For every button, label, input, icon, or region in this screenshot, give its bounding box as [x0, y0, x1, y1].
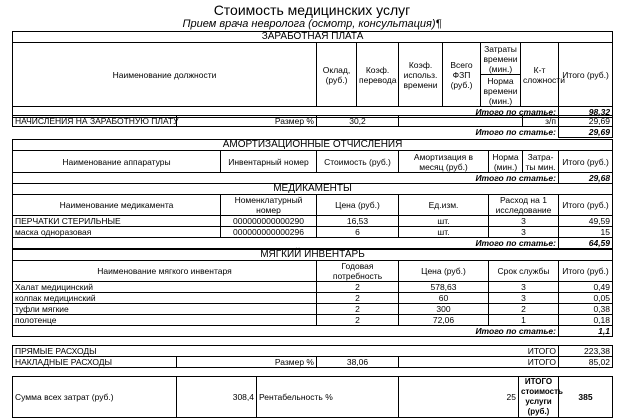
final-total-value: 385 — [559, 377, 613, 418]
accrual-total-label: Итого по статье: — [475, 127, 556, 138]
accrual-label: НАЧИСЛЕНИЯ НА ЗАРАБОТНУЮ ПЛАТУ — [13, 116, 177, 127]
salary-header-time-costs: Затраты времени (мин.) — [481, 43, 521, 75]
salary-header-name: Наименование должности — [13, 43, 317, 107]
meds-header-total: Итого (руб.) — [559, 195, 613, 216]
meds-total-value: 64,59 — [559, 238, 613, 249]
med-usage: 3 — [489, 216, 559, 227]
soft-price: 578,63 — [399, 282, 489, 293]
accrual-total-value: 29,69 — [559, 127, 613, 138]
med-name: ПЕРЧАТКИ СТЕРИЛЬНЫЕ — [13, 216, 221, 227]
amort-header-total: Итого (руб.) — [559, 151, 613, 173]
soft-life: 3 — [489, 293, 559, 304]
soft-need: 2 — [317, 293, 399, 304]
direct-costs-value: 223,38 — [559, 346, 613, 357]
soft-name: полотенце — [13, 315, 317, 326]
accrual-table — [12, 115, 613, 138]
soft-total: 0,49 — [559, 282, 613, 293]
soft-price: 72,06 — [399, 315, 489, 326]
amort-section-title: АМОРТИЗАЦИОННЫЕ ОТЧИСЛЕНИЯ — [13, 140, 613, 151]
overhead-itogo: ИТОГО — [399, 357, 559, 368]
direct-costs-name: ПРЯМЫЕ РАСХОДЫ — [15, 346, 97, 356]
soft-name: туфли мягкие — [13, 304, 317, 315]
soft-need: 2 — [317, 282, 399, 293]
sum-all-label: Сумма всех затрат (руб.) — [13, 377, 177, 418]
salary-table — [12, 31, 613, 118]
amort-header-time: Затра- ты мин. — [523, 151, 559, 173]
soft-total-value: 1,1 — [559, 326, 613, 337]
med-usage: 3 — [489, 227, 559, 238]
direct-costs-label — [13, 346, 559, 357]
med-num: 000000000000296 — [221, 227, 317, 238]
meds-header-name: Наименование медикамента — [13, 195, 221, 216]
soft-header-life: Срок службы — [489, 261, 559, 282]
amort-header-cost: Стоимость (руб.) — [317, 151, 399, 173]
accrual-value: 29,69 — [559, 116, 613, 127]
soft-total: 0,05 — [559, 293, 613, 304]
meds-header-usage: Расход на 1 исследование — [489, 195, 559, 216]
soft-header-total: Итого (руб.) — [559, 261, 613, 282]
table-row — [13, 315, 613, 326]
salary-header-norm-time: Норма времени (мин.) — [481, 75, 521, 107]
amort-total-value: 29,68 — [559, 173, 613, 184]
soft-total-label: Итого по статье: — [13, 326, 559, 337]
table-row — [13, 216, 613, 227]
soft-life: 1 — [489, 315, 559, 326]
table-row — [13, 304, 613, 315]
med-unit: шт. — [399, 216, 489, 227]
meds-header-unit: Ед.изм. — [399, 195, 489, 216]
soft-header-need: Годовая потребность — [317, 261, 399, 282]
soft-table — [12, 249, 613, 337]
amort-table — [12, 139, 613, 184]
salary-header-total: Итого (руб.) — [559, 43, 613, 107]
med-price: 16,53 — [317, 216, 399, 227]
soft-name: Халат медицинский — [13, 282, 317, 293]
soft-header-price: Цена (руб.) — [399, 261, 489, 282]
med-price: 6 — [317, 227, 399, 238]
med-unit: шт. — [399, 227, 489, 238]
amort-total-label: Итого по статье: — [13, 173, 559, 184]
direct-costs-itogo: ИТОГО — [527, 346, 556, 356]
page-subtitle: Прием врача невролога (осмотр, консультация)¶ — [182, 18, 442, 30]
soft-price: 60 — [399, 293, 489, 304]
summary-table — [12, 345, 613, 368]
soft-need: 2 — [317, 315, 399, 326]
med-name: маска одноразовая — [13, 227, 221, 238]
meds-table — [12, 183, 613, 249]
overhead-value: 85,02 — [559, 357, 613, 368]
soft-header-name: Наименование мягкого инвентаря — [13, 261, 317, 282]
amort-header-amort: Амортизация в месяц (руб.) — [399, 151, 489, 173]
salary-header-fzp: Всего ФЗП (руб.) — [443, 43, 481, 107]
overhead-size-label: Размер % — [177, 357, 317, 368]
meds-section-title: МЕДИКАМЕНТЫ — [13, 184, 613, 195]
profitability-label: Рентабельность % — [257, 377, 399, 418]
med-num: 000000000000290 — [221, 216, 317, 227]
meds-header-num: Номенклатурный номер — [221, 195, 317, 216]
overhead-size-value: 38,06 — [317, 357, 399, 368]
salary-header-salary: Оклад, (руб.) — [317, 43, 357, 107]
table-row — [13, 227, 613, 238]
soft-total: 0,18 — [559, 315, 613, 326]
amort-header-inv: Инвентарный номер — [221, 151, 317, 173]
salary-header-coef-transfer: Коэф. перевода — [357, 43, 399, 107]
salary-section-title: ЗАРАБОТНАЯ ПЛАТА — [13, 32, 613, 43]
accrual-size-label: Размер % — [177, 116, 317, 127]
soft-price: 300 — [399, 304, 489, 315]
amort-header-name: Наименование аппаратуры — [13, 151, 221, 173]
profitability-value: 25 — [399, 377, 519, 418]
soft-need: 2 — [317, 304, 399, 315]
final-table — [12, 376, 613, 418]
final-total-label: ИТОГО стоимость услуги (руб.) — [519, 377, 559, 418]
salary-total-value: 98,32 — [559, 107, 613, 118]
salary-total-label: Итого по статье: — [13, 107, 559, 118]
amort-header-norm: Норма (мин.) — [489, 151, 523, 173]
meds-total-label: Итого по статье: — [13, 238, 559, 249]
soft-life: 2 — [489, 304, 559, 315]
table-row — [13, 282, 613, 293]
meds-header-price: Цена (руб.) — [317, 195, 399, 216]
accrual-unit: з/п — [523, 116, 559, 127]
soft-total: 0,38 — [559, 304, 613, 315]
soft-life: 3 — [489, 282, 559, 293]
salary-header-complexity: К-т сложности — [521, 43, 559, 107]
soft-section-title: МЯГКИЙ ИНВЕНТАРЬ — [13, 250, 613, 261]
med-total: 49,59 — [559, 216, 613, 227]
table-row — [13, 293, 613, 304]
overhead-label: НАКЛАДНЫЕ РАСХОДЫ — [13, 357, 177, 368]
page-title: Стоимость медицинских услуг — [213, 2, 411, 18]
accrual-size-value: 30,2 — [317, 116, 399, 127]
soft-name: колпак медицинский — [13, 293, 317, 304]
med-total: 15 — [559, 227, 613, 238]
sum-all-value: 308,4 — [177, 377, 257, 418]
salary-header-coef-time: Коэф. использ. времени — [399, 43, 443, 107]
